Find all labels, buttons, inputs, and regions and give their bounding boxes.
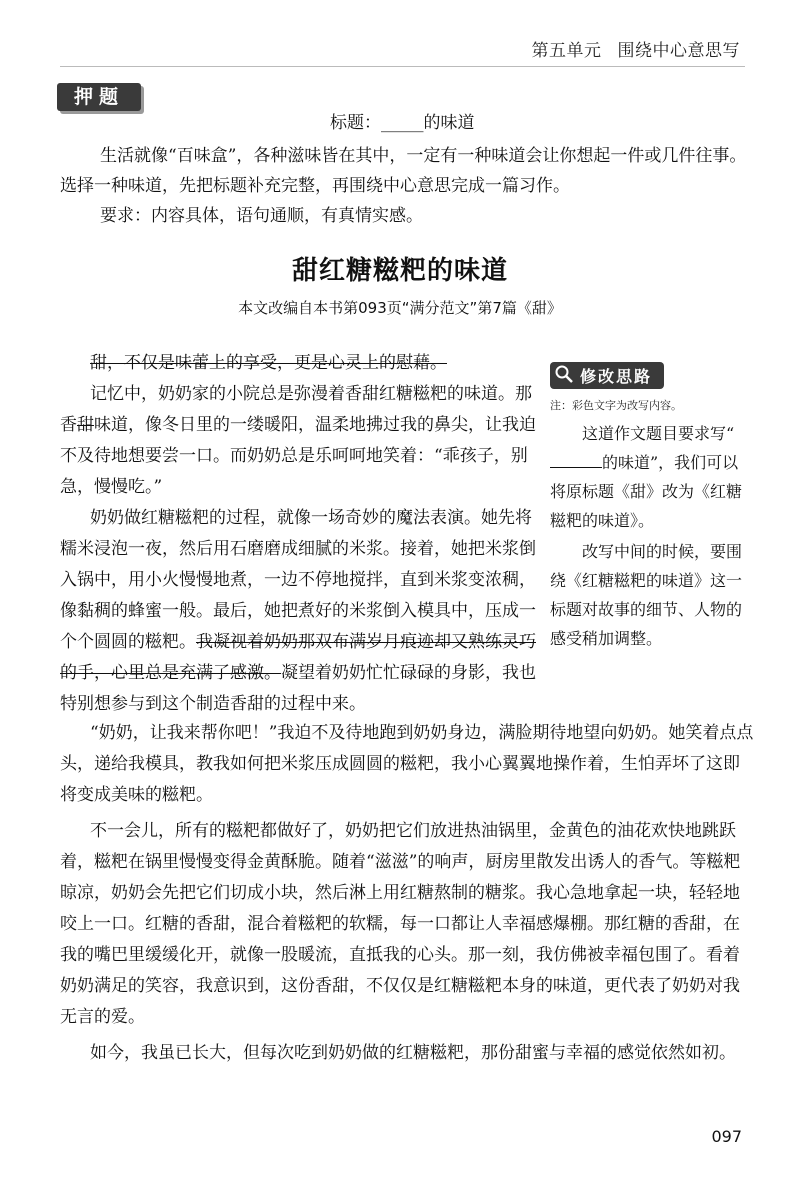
struck-text: 我凝视着奶奶那双布满岁月痕迹却又熟练灵巧的手，心里总是充满了感激。 <box>60 632 536 683</box>
prompt-title-line <box>330 108 475 138</box>
text-run: 味道，像冬日里的一缕暖阳，温柔地拂过我的鼻尖，让我迫不及待地想要尝一口。而奶奶总是乐呵呵地笑着：“乖孩子，别急，慢慢吃。” <box>60 415 536 497</box>
unit-topic: 围绕中心意思写 <box>617 41 740 61</box>
answer-blank <box>550 453 602 468</box>
page-number: 097 <box>711 1127 742 1146</box>
essay-title: 甜红糖糍粑的味道 <box>291 256 508 286</box>
essay-paragraph <box>60 503 540 720</box>
revision-paragraph <box>550 419 750 535</box>
magnifier-icon <box>554 364 574 384</box>
title-prefix: 标题： <box>330 113 381 133</box>
struck-text: 甜，不仅是味蕾上的享受，更是心灵上的慰藉。 <box>90 353 447 373</box>
prompt-requirement: 要求：内容具体，语句通顺，有真情实感。 <box>100 206 423 226</box>
prompt-badge: 押题 <box>57 83 141 111</box>
unit-label: 第五单元 <box>531 41 602 61</box>
essay-paragraph <box>60 379 540 503</box>
text-run: 这道作文题目要求写“ <box>582 424 735 443</box>
essay-source: 本文改编自本书第093页“满分范文”第7篇《甜》 <box>238 299 562 317</box>
page-header <box>532 36 741 61</box>
essay-paragraph <box>60 348 540 379</box>
revision-badge <box>550 362 664 389</box>
text-run: 奶奶做红糖糍粑的过程，就像一场奇妙的魔法表演。她先将糯米浸泡一夜，然后用石磨磨成细腻的米浆。接着，她把米浆倒入锅中，用小火慢慢地煮，一边不停地搅拌，直到米浆变浓稠，像黏稠的蜂蜜一般。最后，她把煮好的米浆倒入模具中，压成一个个圆圆的糍粑。 <box>60 508 536 652</box>
essay-paragraph: 如今，我虽已长大，但每次吃到奶奶做的红糖糍粑，那份甜蜜与幸福的感觉依然如初。 <box>90 1043 736 1063</box>
essay-paragraph: 不一会儿，所有的糍粑都做好了，奶奶把它们放进热油锅里，金黄色的油花欢快地跳跃着，糍粑在锅里慢慢变得金黄酥脆。随着“滋滋”的响声，厨房里散发出诱人的香气。等糍粑晾凉，奶奶会先把它们切成小块，然后淋上用红糖熬制的糖浆。我心急地拿起一块，轻轻地咬上一口。红糖的香甜，混合着糍粑的软糯，每一口都让人幸福感爆棚。那红糖的香甜，在我的嘴巴里缓缓化开，就像一股暖流，直抵我的心头。那一刻，我仿佛被幸福包围了。看着奶奶满足的笑容，我意识到，这份香甜，不仅仅是红糖糍粑本身的味道，更代表了奶奶对我无言的爱。 <box>60 821 741 1027</box>
title-blank: _____ <box>381 113 424 133</box>
struck-text: 甜 <box>77 415 94 435</box>
revision-paragraph: 改写中间的时候，要围绕《红糖糍粑的味道》这一标题对故事的细节、人物的感受稍加调整。 <box>550 542 743 648</box>
essay-body-narrow <box>60 348 540 720</box>
header-divider <box>60 66 745 67</box>
revision-text <box>550 419 750 653</box>
text-run: 的味道”，我们可以将原标题《甜》改为《红糖糍粑的味道》。 <box>550 453 743 530</box>
text-run: 记忆中，奶奶家的小院总是弥漫着香甜红糖糍粑的味道。那香 <box>60 384 532 435</box>
prompt-instruction: 生活就像“百味盒”，各种滋味皆在其中，一定有一种味道会让你想起一件或几件往事。选择一种味道，先把标题补充完整，再围绕中心意思完成一篇习作。 <box>60 146 747 196</box>
essay-body-wide <box>60 718 755 1074</box>
text-run: 凝望着奶奶忙忙碌碌的身影，我也特别想参与到这个制造香甜的过程中来。 <box>60 663 536 714</box>
revision-sidebar <box>550 362 750 655</box>
revision-badge-label: 修改思路 <box>580 367 653 386</box>
title-suffix: 的味道 <box>423 113 475 133</box>
revision-note: 注：彩色文字为改写内容。 <box>550 399 682 412</box>
essay-paragraph: “奶奶，让我来帮你吧！”我迫不及待地跑到奶奶身边，满脸期待地望向奶奶。她笑着点点头，递给我模具，教我如何把米浆压成圆圆的糍粑，我小心翼翼地操作着，生怕弄坏了这即将变成美味的糍粑。 <box>60 723 754 805</box>
